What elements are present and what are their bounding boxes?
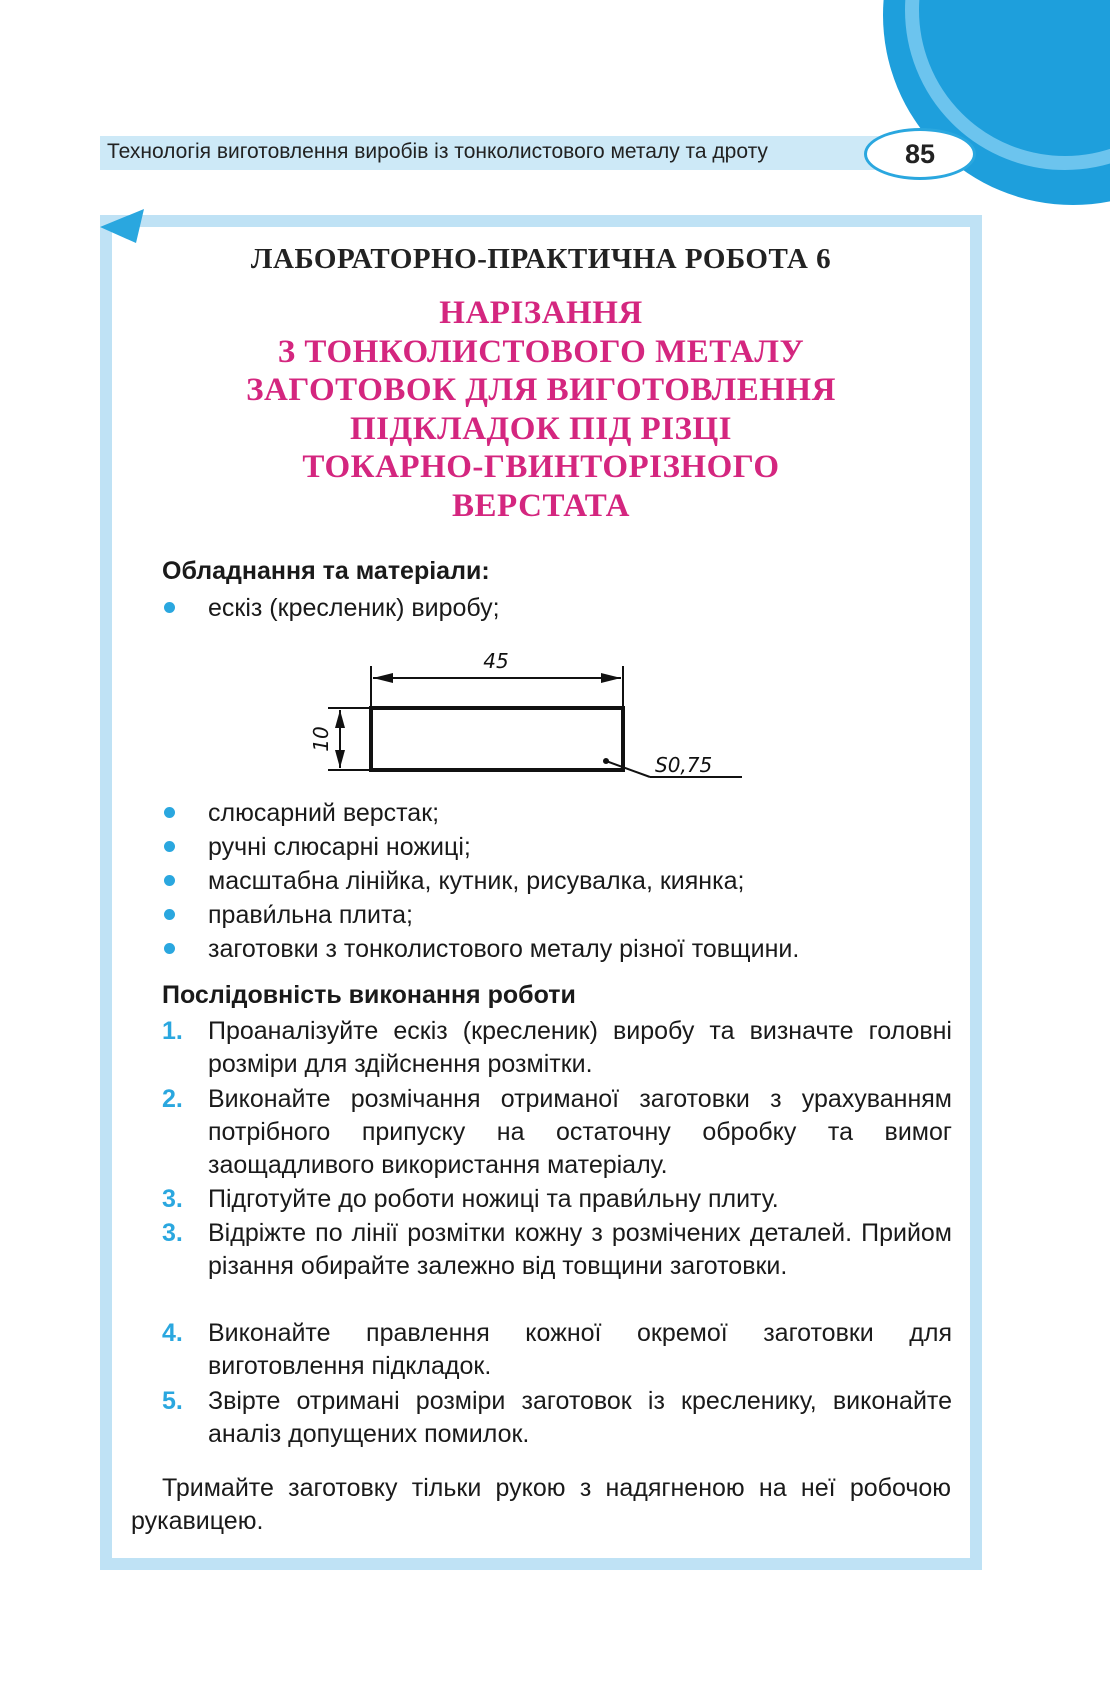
procedure-step (162, 1385, 952, 1451)
title-line: ЗАГОТОВОК ДЛЯ ВИГОТОВЛЕННЯ (246, 372, 836, 408)
bullet-icon (164, 602, 175, 613)
step-number: 1. (162, 1017, 183, 1045)
title-line: ПІДКЛАДОК ПІД РІЗЦІ (349, 410, 732, 447)
procedure-step (162, 1183, 952, 1216)
list-item (162, 796, 962, 830)
step-text: Звірте отримані розміри заготовок із кресленику, виконайте аналіз допущених помилок. (208, 1387, 952, 1448)
step-number: 5. (162, 1387, 183, 1415)
sketch-height-label: 10 (309, 726, 333, 752)
lab-work-title (100, 294, 982, 525)
step-number: 3. (162, 1185, 183, 1213)
step-text: Підготуйте до роботи ножиці та прави́льну плиту. (208, 1185, 779, 1213)
equipment-heading: Обладнання та матеріали: (162, 557, 490, 585)
list-item-text: ручні слюсарні ножиці; (208, 833, 471, 861)
list-item (162, 864, 962, 898)
bullet-icon (164, 943, 175, 954)
equipment-first-list (162, 591, 962, 625)
step-number: 3. (162, 1219, 183, 1247)
list-item-text: прави́льна плита; (208, 901, 413, 929)
list-item-text: слюсарний верстак; (208, 799, 440, 827)
sketch-thickness-label: S0,75 (655, 753, 713, 777)
step-number: 2. (162, 1085, 183, 1113)
procedure-step (162, 1083, 952, 1182)
list-item (162, 898, 962, 932)
title-line: З ТОНКОЛИСТОВОГО МЕТАЛУ (277, 333, 805, 370)
list-item (162, 591, 962, 625)
step-number: 4. (162, 1319, 183, 1347)
list-item-text: заготовки з тонколистового металу різної товщини. (208, 935, 800, 963)
list-item (162, 932, 962, 966)
procedure-step (162, 1015, 952, 1081)
bullet-icon (164, 807, 175, 818)
title-line: НАРІЗАННЯ (439, 295, 643, 331)
page-number-text: 85 (904, 138, 936, 169)
title-line: ВЕРСТАТА (452, 487, 630, 524)
procedure-heading: Послідовність виконання роботи (162, 981, 576, 1009)
bullet-icon (164, 875, 175, 886)
running-header-title: Технологія виготовлення виробів із тонколистового металу та дроту (107, 140, 768, 163)
sketch-part-outline (371, 708, 623, 770)
step-text: Виконайте правлення кожної окремої заготовки для виготовлення підкладок. (208, 1319, 952, 1380)
step-text: Проаналізуйте ескіз (кресленик) виробу та визначте головні розміри для здійснення розмітки. (208, 1017, 952, 1078)
page-number (864, 128, 976, 180)
sketch-width-label: 45 (483, 649, 509, 673)
procedure-step (162, 1217, 952, 1283)
step-text: Виконайте розмічання отриманої заготовки з урахуванням потрібного припуску на остаточну обробку та вимог заощадливого використання матеріалу. (208, 1085, 952, 1179)
title-line: ТОКАРНО-ГВИНТОРІЗНОГО (302, 449, 780, 485)
list-item-text: ескіз (кресленик) виробу; (208, 594, 500, 622)
safety-note: Тримайте заготовку тільки рукою з надягненою на неї робочою рукавицею. (131, 1474, 951, 1535)
equipment-list (162, 796, 962, 966)
bullet-icon (164, 909, 175, 920)
lab-work-label: ЛАБОРАТОРНО-ПРАКТИЧНА РОБОТА 6 (250, 243, 832, 275)
step-text: Відріжте по лінії розмітки кожну з розмічених деталей. Прийом різання обирайте залежно від товщини заготовки. (208, 1219, 952, 1280)
bullet-icon (164, 841, 175, 852)
procedure-step (162, 1317, 952, 1383)
part-sketch (300, 638, 760, 788)
list-item (162, 830, 962, 864)
list-item-text: масштабна лінійка, кутник, рисувалка, киянка; (208, 867, 745, 895)
